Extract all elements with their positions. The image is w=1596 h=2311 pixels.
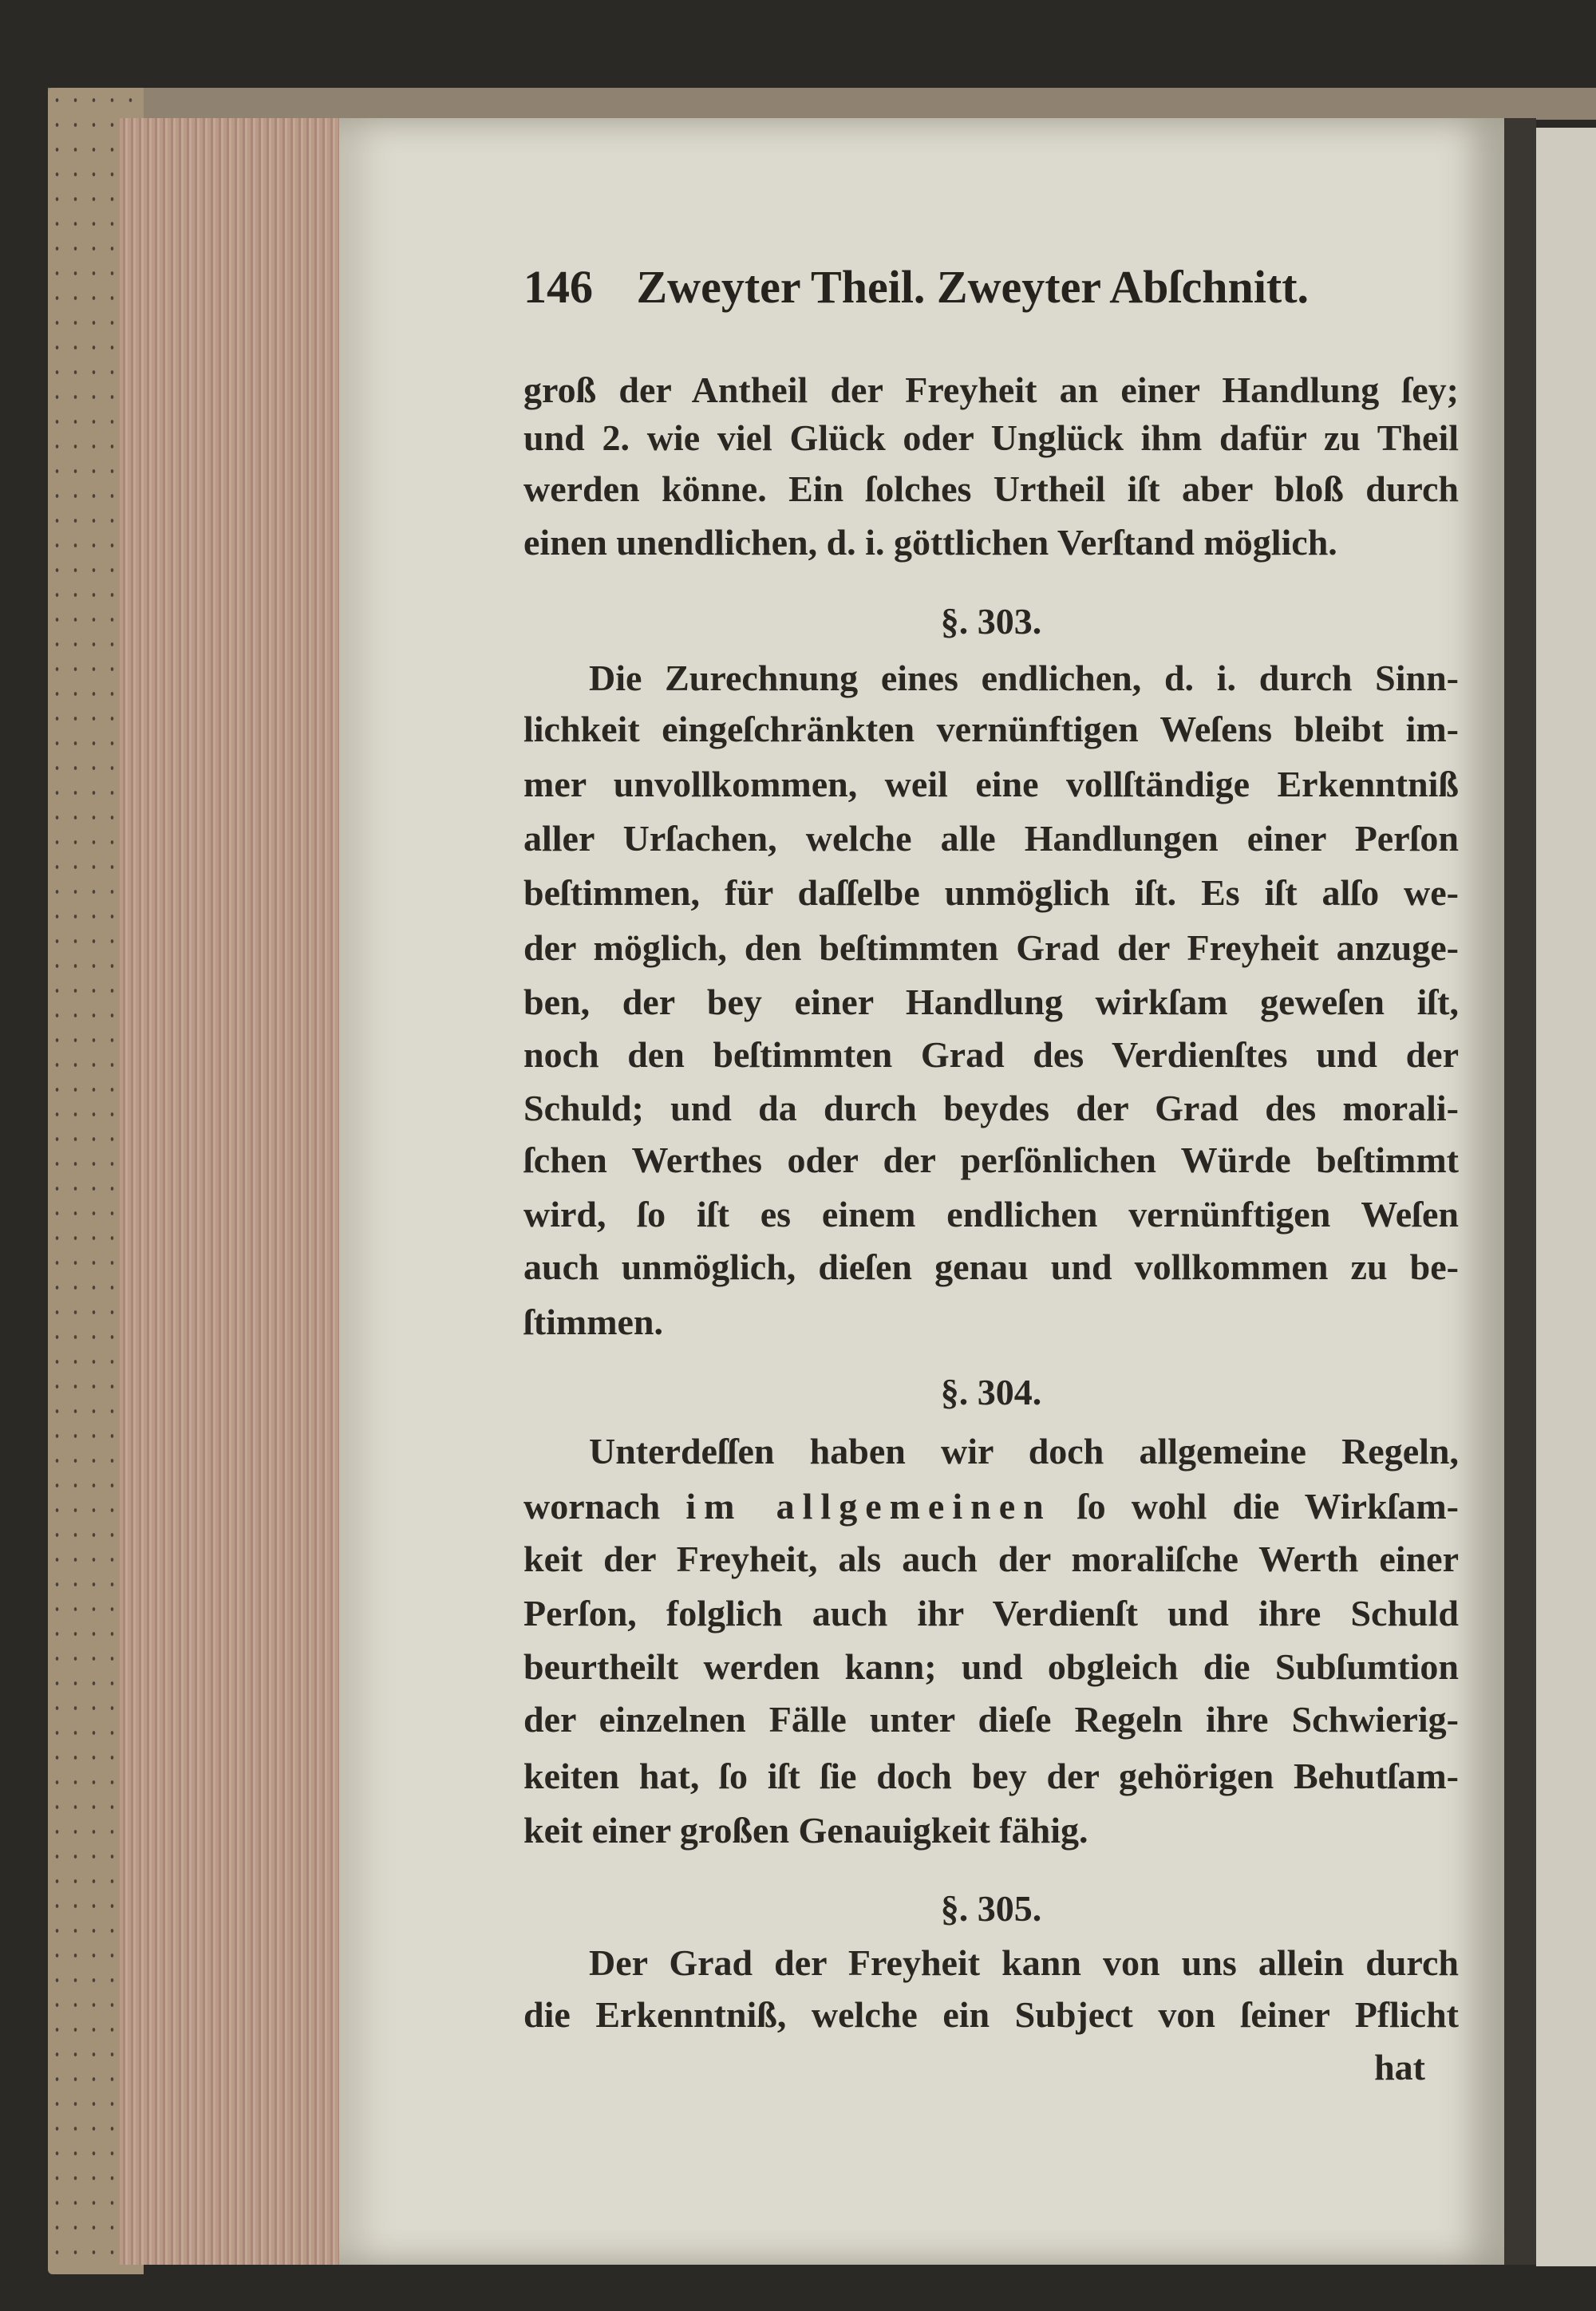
- text-line: Schuld; und da durch beydes der Grad des morali-: [523, 1088, 1459, 1128]
- text-line: der möglich, den beſtimmten Grad der Freyheit anzuge-: [523, 927, 1459, 968]
- text-line: keit der Freyheit, als auch der moraliſche Werth einer: [523, 1539, 1459, 1579]
- text-line: ben, der bey einer Handlung wirkſam geweſen iſt,: [523, 982, 1459, 1022]
- text-line: einen unendlichen, d. i. göttlichen Verſtand möglich.: [523, 522, 1337, 563]
- page-number: 146: [523, 261, 593, 313]
- gutter: [1504, 118, 1536, 2265]
- text-line: wird, ſo iſt es einem endlichen vernünftigen Weſen: [523, 1194, 1459, 1235]
- text-line: groß der Antheil der Freyheit an einer Handlung ſey;: [523, 369, 1459, 410]
- text-line: lichkeit eingeſchränkten vernünftigen Weſens bleibt im-: [523, 709, 1459, 749]
- text-line: der einzelnen Fälle unter dieſe Regeln ihre Schwierig-: [523, 1699, 1459, 1740]
- text-segment: ſo wohl die Wirkſam-: [1077, 1486, 1459, 1527]
- text-line: Unterdeſſen haben wir doch allgemeine Regeln,: [589, 1431, 1459, 1472]
- text-line: und 2. wie viel Glück oder Unglück ihm dafür zu Theil: [523, 417, 1459, 458]
- text-line: Die Zurechnung eines endlichen, d. i. durch Sinn-: [589, 658, 1459, 698]
- catchword: hat: [1374, 2047, 1425, 2088]
- text-line: [523, 1479, 1459, 1534]
- section-heading-305: §. 305.: [940, 1888, 1042, 1929]
- text-line: Perſon, folglich auch ihr Verdienſt und ihre Schuld: [523, 1593, 1459, 1634]
- text-line: die Erkenntniß, welche ein Subject von ſeiner Pflicht: [523, 1994, 1459, 2035]
- section-heading-303: §. 303.: [940, 601, 1042, 642]
- text-line: mer unvollkommen, weil eine vollſtändige Erkenntniß: [523, 764, 1459, 804]
- text-line: ſchen Werthes oder der perſönlichen Würde beſtimmt: [523, 1140, 1459, 1180]
- book-cover-top-edge: [48, 88, 1596, 120]
- text-line: Der Grad der Freyheit kann von uns allein durch: [589, 1942, 1459, 1983]
- text-segment: wornach: [523, 1486, 661, 1527]
- facing-page-edge: [1536, 128, 1596, 2266]
- running-header: [523, 257, 1337, 318]
- text-line: ſtimmen.: [523, 1302, 664, 1342]
- text-line: aller Urſachen, welche alle Handlungen einer Perſon: [523, 818, 1459, 859]
- text-line: werden könne. Ein ſolches Urtheil iſt aber bloß durch: [523, 468, 1459, 509]
- page-block-edges: [120, 118, 343, 2265]
- text-line: noch den beſtimmten Grad des Verdienſtes und der: [523, 1034, 1459, 1075]
- text-line: beurtheilt werden kann; und obgleich die Subſumtion: [523, 1646, 1459, 1687]
- text-line: beſtimmen, für daſſelbe unmöglich iſt. Es iſt alſo we-: [523, 872, 1459, 913]
- emphasized-text: im allgemeinen: [685, 1486, 1052, 1527]
- text-line: keiten hat, ſo iſt ſie doch bey der gehörigen Behutſam-: [523, 1756, 1459, 1796]
- text-line: keit einer großen Genauigkeit fähig.: [523, 1810, 1088, 1851]
- running-title: Zweyter Theil. Zweyter Abſchnitt.: [636, 261, 1310, 313]
- section-heading-304: §. 304.: [940, 1372, 1042, 1412]
- text-line: auch unmöglich, dieſen genau und vollkommen zu be-: [523, 1246, 1459, 1287]
